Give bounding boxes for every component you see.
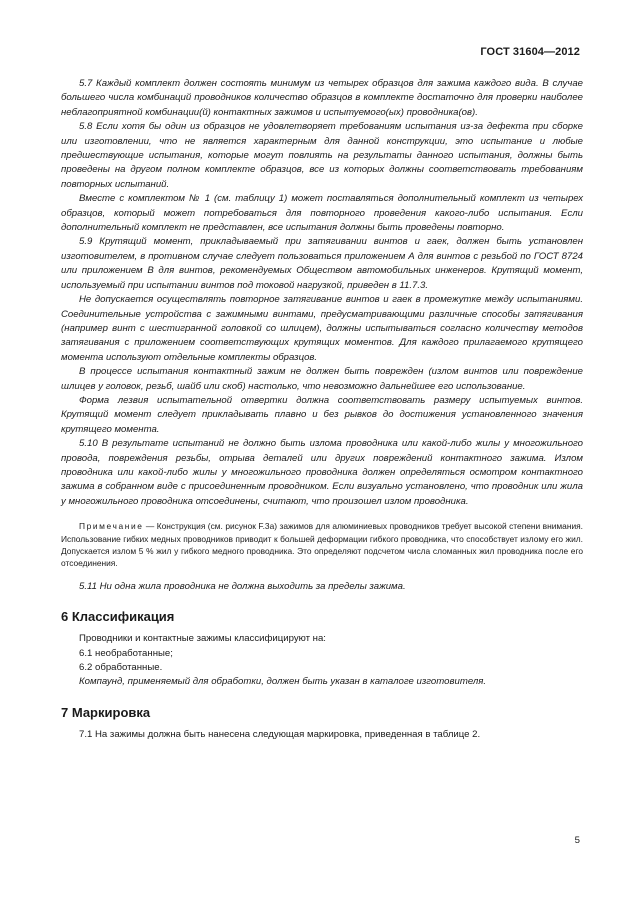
- section-7-heading: 7 Маркировка: [61, 704, 151, 720]
- classification-item-6-2: [61, 661, 583, 675]
- section-6-heading: 6 Классификация: [61, 609, 175, 625]
- paragraph-5-9: 5.9 Крутящий момент, прикладываемый при затягивании винтов и гаек, должен быть установлен изготовителем, в противном случае следует пользоваться приложением А для винтов с резьбой по ГОСТ 8724 или приложением В для винтов, рекомендуемых Обществом автомобильных инженеров. Крутящий момент, используемый при испытании винтов под токовой нагрузкой, приведен в 11.7.3.: [61, 236, 583, 291]
- note-label: Примечание: [79, 521, 144, 532]
- compound-note: Компаунд, применяемый для обработки, должен быть указан в каталоге изготовителя.: [79, 676, 487, 688]
- paragraph-5-9-retightening: Не допускается осуществлять повторное затягивание винтов и гаек в промежутке между испытаниями. Соединительные устройства с зажимными винтами, предусматривающими различные способы затягивания (например винт с шестигранной головкой со шлицем), должны испытываться согласно количеству методов затягивания с приложением соответствующих крутящих моментов. Для каждого прилагаемого крутящего момента используют отдельные комплекты образцов.: [61, 294, 583, 363]
- paragraph-5-8-additional-set: Вместе с комплектом № 1 (см. таблицу 1) может поставляться дополнительный комплект из четырех образцов, который может потребоваться для повторного проведения какого-либо испытания. Если дополнительный комплект не представлен, все испытания должны быть проведены повторно.: [61, 193, 583, 234]
- page-body: [61, 77, 583, 742]
- item-6-1-number: 6.1: [79, 647, 96, 659]
- page-number: 5: [574, 835, 580, 846]
- standard-code: ГОСТ 31604—2012: [480, 46, 580, 58]
- paragraph-5-8: 5.8 Если хотя бы один из образцов не удовлетворяет требованиям испытания из-за дефекта при сборке или изготовлении, что не является характерным для данной конструкции, это испытание и любые предшествующие испытания, которые могут повлиять на результаты данного испытания, должны быть проведены на другом полном комплекте образцов, все из которых должны соответствовать требованиям повторных испытаний.: [61, 121, 583, 190]
- paragraph-5-9-screwdriver: Форма лезвия испытательной отвертки должна соответствовать размеру испытуемых винтов. Крутящий момент следует прикладывать плавно и без рывков до достижения установленного значения крутящего момента.: [61, 394, 583, 435]
- classification-intro: Проводники и контактные зажимы классифицируют на:: [79, 633, 326, 645]
- paragraph-5-11: 5.11 Ни одна жила проводника не должна выходить за пределы зажима.: [79, 580, 406, 592]
- item-6-1-text: необработанные;: [95, 647, 173, 659]
- note-text: — Конструкция (см. рисунок F.3a) зажимов для алюминиевых проводников требует высокой степени внимания. Использование гибких медных проводников приводит к большей деформации гибкого проводника, что способствует излому его жил. Допускается излом 5 % жил у гибкого медного проводника. Это определяют подсчетом числа сломанных жил проводника после его отсоединения.: [61, 521, 583, 569]
- note: [61, 520, 583, 570]
- classification-item-6-1: [61, 647, 583, 661]
- paragraph-5-10: 5.10 В результате испытаний не должно быть излома проводника или какой-либо жилы у многожильного провода, повреждения резьбы, отрыва деталей или других повреждений контактного зажима. Излом проводника или какой-либо жилы у многожильного проводника должен определяться осмотром контактного зажима в собранном виде с присоединенным проводником. Если визуально установлено, что проводник или жила у многожильного проводника отсоединены, считают, что произошел излом проводника.: [61, 438, 583, 507]
- paragraph-7-1: 7.1 На зажимы должна быть нанесена следующая маркировка, приведенная в таблице 2.: [79, 728, 481, 740]
- item-6-2-number: 6.2: [79, 662, 96, 674]
- paragraph-5-9-damage: В процессе испытания контактный зажим не должен быть поврежден (излом винтов или повреждение шлицев у головок, резьб, шайб или скоб) настолько, что невозможно дальнейшее его использование.: [61, 366, 583, 392]
- item-6-2-text: обработанные.: [95, 662, 163, 674]
- paragraph-5-7: 5.7 Каждый комплект должен состоять минимум из четырех образцов для зажима каждого вида. В случае большего числа комбинаций проводников количество образцов в комплекте достаточно для проверки наиболее неблагоприятной комбинации(й) контактных зажимов и испытуемого(ых) проводника(ов).: [61, 78, 583, 118]
